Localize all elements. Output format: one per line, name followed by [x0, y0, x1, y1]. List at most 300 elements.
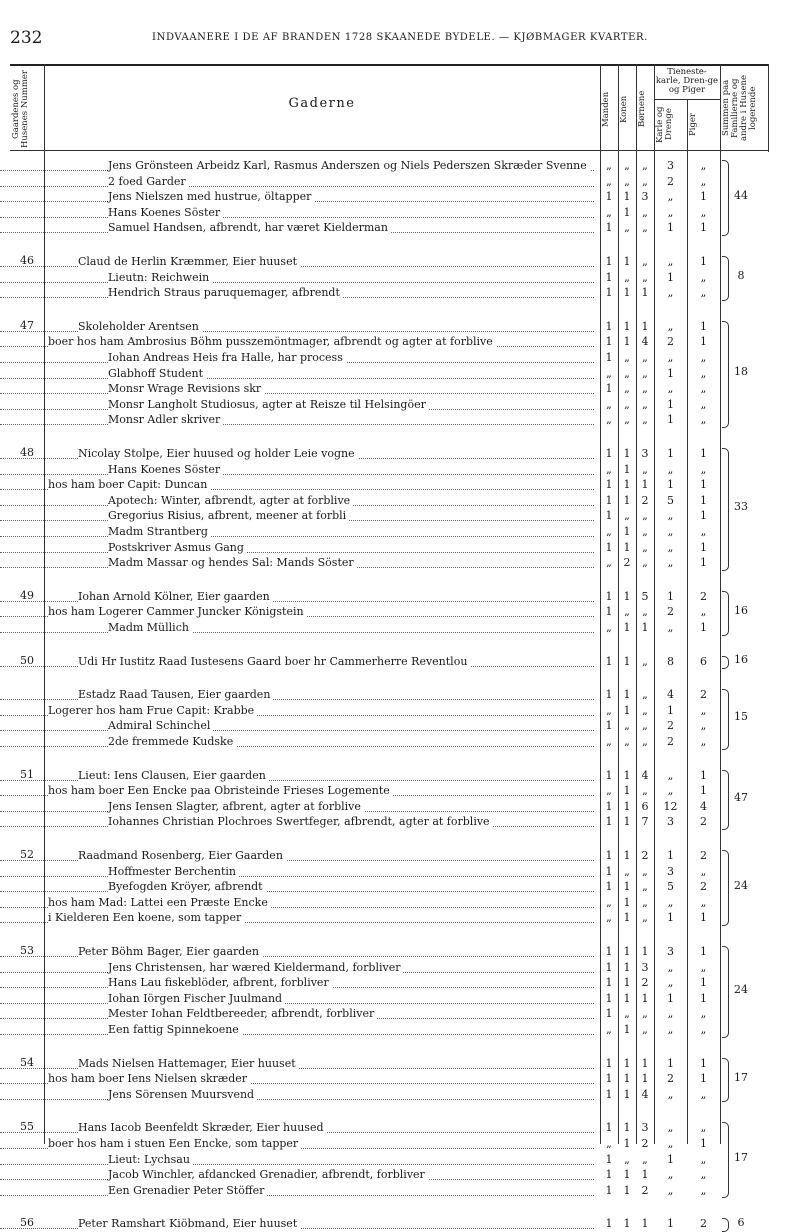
leader-dots	[0, 536, 594, 537]
count-cell: 3	[641, 190, 649, 204]
header-manden: Manden	[601, 91, 611, 127]
count-cell: „	[667, 1007, 674, 1021]
count-cell: „	[642, 880, 648, 894]
count-cell: 2	[641, 1183, 649, 1197]
count-cell: 1	[667, 911, 674, 925]
entry-text	[0, 703, 598, 719]
count-cell: 1	[641, 1168, 649, 1182]
leader-dots	[0, 186, 594, 187]
column-rule	[768, 64, 769, 152]
entry-label: hos ham Mad: Lattei een Præste Encke	[48, 896, 271, 909]
entry-text	[0, 524, 598, 540]
count-cell: 7	[641, 815, 649, 829]
table-row	[0, 1022, 800, 1038]
count-cell: „	[667, 1168, 674, 1182]
entry-label: Jacob Winchler, afdancked Grenadier, afbrendt, forbliver	[108, 1168, 428, 1181]
count-cell: „	[667, 190, 674, 204]
count-cell: „	[642, 654, 648, 668]
count-cell: 1	[605, 1056, 613, 1070]
count-cell: „	[642, 270, 648, 284]
count-cell: 1	[700, 1137, 707, 1150]
table-row	[0, 864, 800, 880]
entry-label: Hendrich Straus paruquemager, afbrendt	[108, 286, 343, 299]
count-cell: „	[667, 540, 674, 554]
count-cell: „	[700, 1183, 707, 1197]
table-row	[0, 462, 800, 478]
count-cell: „	[642, 174, 648, 188]
leader-dots	[0, 1195, 594, 1196]
count-cell: „	[624, 366, 630, 380]
entry-label: Iohan Arnold Kölner, Eier gaarden	[78, 590, 273, 603]
entry-label: Hans Koenes Söster	[108, 463, 223, 476]
entry-label: hos ham Logerer Cammer Juncker Königstein	[48, 605, 307, 618]
count-cell: „	[700, 270, 707, 284]
entry-label: Raadmand Rosenberg, Eier Gaarden	[78, 849, 286, 862]
count-cell: „	[606, 911, 612, 925]
house-number: 47	[20, 318, 34, 332]
count-cell: „	[667, 1023, 674, 1036]
leader-dots	[0, 552, 594, 553]
house-number: 50	[20, 653, 34, 667]
table-row	[0, 879, 800, 895]
count-cell: 1	[700, 335, 707, 349]
entry-text	[0, 508, 598, 524]
entry-text	[0, 1120, 598, 1136]
entry-text	[0, 589, 598, 605]
house-number: 48	[20, 446, 34, 459]
count-cell: 1	[605, 688, 613, 702]
count-cell: 1	[700, 976, 707, 990]
count-cell: 2	[700, 589, 707, 603]
count-cell: „	[642, 413, 648, 427]
entry-label: Een Grenadier Peter Stöffer	[108, 1184, 267, 1197]
count-cell: 1	[641, 621, 649, 634]
leader-dots	[0, 730, 594, 731]
count-cell: 1	[623, 205, 631, 219]
leader-dots	[0, 282, 594, 283]
leader-dots	[0, 1003, 594, 1004]
count-cell: „	[606, 784, 612, 798]
table-row	[0, 189, 800, 205]
count-cell: „	[642, 221, 648, 235]
entry-text	[0, 285, 598, 301]
count-cell: 5	[641, 589, 649, 603]
count-cell: 4	[641, 335, 649, 349]
count-cell: „	[606, 525, 612, 538]
count-cell: „	[624, 1152, 630, 1166]
entry-label: Samuel Handsen, afbrendt, har været Kielderman	[108, 221, 391, 234]
count-cell: 1	[623, 976, 631, 990]
count-cell: „	[667, 205, 674, 219]
count-cell: „	[606, 735, 612, 748]
count-cell: 1	[623, 1137, 631, 1150]
count-cell: 1	[667, 366, 674, 380]
table-row	[0, 783, 800, 799]
count-cell: 1	[667, 413, 674, 427]
count-cell: 1	[605, 509, 613, 523]
count-cell: 1	[605, 991, 613, 1005]
entry-label: Madm Strantberg	[108, 525, 211, 538]
count-cell: „	[642, 719, 648, 733]
table-row	[0, 1152, 800, 1168]
count-cell: 1	[623, 525, 631, 538]
entry-label: Lieut: Iens Clausen, Eier gaarden	[78, 769, 269, 782]
count-cell: „	[624, 735, 630, 748]
count-cell: „	[606, 895, 612, 909]
entry-label: Lieut: Lychsau	[108, 1153, 193, 1166]
header-bornene: Børnene	[637, 90, 647, 128]
count-cell: 1	[700, 478, 707, 492]
table-row	[0, 1071, 800, 1087]
entry-label: Madm Massar og hendes Sal: Mands Söster	[108, 556, 357, 569]
count-cell: 1	[605, 382, 613, 396]
table-row	[0, 158, 800, 174]
count-cell: 1	[605, 815, 613, 829]
count-cell: „	[667, 976, 674, 990]
entry-text	[0, 397, 598, 413]
count-cell: „	[700, 864, 707, 878]
count-cell: 1	[605, 589, 613, 603]
table-row	[0, 1183, 800, 1199]
page-number: 232	[10, 28, 43, 48]
table-row	[0, 910, 800, 926]
entry-text	[0, 446, 598, 462]
count-cell: 1	[623, 1217, 631, 1231]
count-cell: 1	[700, 447, 707, 460]
entry-text	[0, 220, 598, 236]
house-number: 51	[20, 767, 34, 781]
entry-text	[0, 205, 598, 221]
entry-label: i Kielderen Een koene, som tapper	[48, 911, 244, 924]
count-cell: „	[700, 895, 707, 909]
count-cell: 1	[623, 319, 631, 333]
count-cell: „	[700, 605, 707, 619]
count-cell: „	[667, 895, 674, 909]
count-cell: „	[700, 1007, 707, 1021]
entry-label: boer hos ham i stuen Een Encke, som tapper	[48, 1137, 301, 1150]
count-cell: 1	[641, 1056, 649, 1070]
entry-text	[0, 1071, 598, 1087]
count-cell: „	[700, 1087, 707, 1101]
table-row	[0, 1216, 800, 1232]
count-cell: 3	[641, 447, 649, 460]
count-cell: 1	[623, 1121, 631, 1135]
entry-label: Hans Koenes Söster	[108, 206, 223, 219]
group-brace	[722, 256, 729, 301]
count-cell: „	[667, 1121, 674, 1135]
count-cell: 1	[605, 221, 613, 235]
count-cell: „	[667, 382, 674, 396]
entry-label: Jens Christensen, har wæred Kieldermand, forbliver	[108, 961, 403, 974]
table-row	[0, 412, 800, 428]
count-cell: 1	[667, 397, 674, 411]
count-cell: 1	[667, 703, 674, 717]
count-cell: „	[606, 703, 612, 717]
count-cell: 1	[667, 1056, 674, 1070]
count-cell: 4	[667, 688, 674, 702]
header-konen: Konen	[619, 95, 629, 123]
count-cell: 1	[605, 654, 613, 668]
count-cell: 1	[623, 654, 631, 668]
entry-text	[0, 734, 598, 750]
house-number: 49	[20, 588, 34, 602]
entry-text	[0, 864, 598, 880]
count-cell: „	[606, 462, 612, 476]
count-cell: 1	[623, 1087, 631, 1101]
leader-dots	[0, 393, 594, 394]
header-tjeneste: Tieneste-karle, Dren-ge og Piger	[655, 67, 719, 95]
count-cell: 1	[700, 621, 707, 634]
entry-text	[0, 814, 598, 830]
count-cell: 1	[605, 880, 613, 894]
group-brace	[722, 1058, 729, 1103]
entry-text	[0, 848, 598, 864]
count-cell: „	[642, 525, 648, 538]
count-cell: „	[700, 960, 707, 974]
entry-text	[0, 895, 598, 911]
table-row	[0, 799, 800, 815]
count-cell: 1	[623, 991, 631, 1005]
count-cell: „	[700, 735, 707, 748]
count-cell: „	[624, 174, 630, 188]
entry-text	[0, 462, 598, 478]
group-brace	[722, 160, 729, 236]
count-cell: „	[700, 1023, 707, 1036]
count-cell: 1	[623, 895, 631, 909]
count-cell: 1	[700, 255, 707, 268]
count-cell: „	[642, 735, 648, 748]
count-cell: „	[642, 556, 648, 570]
table-row	[0, 960, 800, 976]
entry-text	[0, 960, 598, 976]
count-cell: „	[624, 1007, 630, 1021]
entry-label: hos ham boer Capit: Duncan	[48, 478, 210, 491]
entry-label: Iohan Andreas Heis fra Halle, har process	[108, 351, 346, 364]
count-cell: 1	[623, 768, 631, 782]
count-cell: 1	[605, 255, 613, 268]
count-cell: 1	[623, 799, 631, 813]
count-cell: 3	[667, 815, 674, 829]
count-cell: 1	[605, 960, 613, 974]
table-row	[0, 848, 800, 864]
table-row	[0, 654, 800, 670]
count-cell: „	[624, 382, 630, 396]
count-cell: „	[700, 719, 707, 733]
table-row	[0, 540, 800, 556]
count-cell: „	[624, 719, 630, 733]
count-cell: „	[700, 351, 707, 364]
entry-label: Hans Lau fiskeblöder, afbrent, forbliver	[108, 976, 332, 989]
count-cell: „	[606, 174, 612, 188]
count-cell: 2	[667, 335, 674, 349]
leader-dots	[0, 474, 594, 475]
group-brace	[722, 689, 729, 749]
group-total: 44	[734, 189, 748, 202]
group-total: 17	[734, 1071, 748, 1084]
group-brace	[722, 591, 729, 636]
entry-label: Een fattig Spinnekoene	[108, 1023, 242, 1036]
count-cell: 1	[623, 335, 631, 349]
count-cell: „	[642, 1023, 648, 1036]
count-cell: 1	[623, 190, 631, 204]
entry-text	[0, 555, 598, 571]
count-cell: „	[624, 413, 630, 427]
count-cell: „	[667, 525, 674, 538]
count-cell: „	[606, 205, 612, 219]
leader-dots	[0, 746, 594, 747]
table-row	[0, 768, 800, 784]
count-cell: „	[606, 621, 612, 634]
count-cell: 1	[667, 589, 674, 603]
count-cell: „	[642, 462, 648, 476]
count-cell: 1	[623, 688, 631, 702]
count-cell: 3	[641, 1121, 649, 1135]
group-total: 16	[734, 653, 748, 667]
count-cell: 1	[641, 991, 649, 1005]
count-cell: 1	[700, 221, 707, 235]
table-row	[0, 555, 800, 571]
entry-text	[0, 799, 598, 815]
house-number: 46	[20, 254, 34, 267]
entry-label: Claud de Herlin Kræmmer, Eier huuset	[78, 255, 300, 268]
group-brace	[722, 1218, 729, 1232]
count-cell: 2	[700, 1217, 707, 1231]
count-cell: 1	[605, 1072, 613, 1086]
count-cell: 3	[667, 159, 674, 172]
leader-dots	[0, 378, 594, 379]
count-cell: 1	[623, 255, 631, 268]
entry-text	[0, 174, 598, 190]
count-cell: „	[642, 1007, 648, 1021]
entry-label: Glabhoff Student	[108, 367, 206, 380]
count-cell: 1	[700, 319, 707, 333]
count-cell: 1	[623, 960, 631, 974]
leader-dots	[0, 632, 594, 633]
entry-label: Gregorius Risius, afbrent, meener at forbli	[108, 509, 349, 522]
count-cell: 1	[605, 849, 613, 862]
table-row	[0, 254, 800, 270]
group-total: 24	[734, 879, 748, 892]
entry-label: Hans Iacob Beenfeldt Skræder, Eier huused	[78, 1121, 327, 1134]
count-cell: 1	[700, 1056, 707, 1070]
count-cell: „	[700, 286, 707, 300]
subheader-rule	[654, 99, 720, 100]
table-row	[0, 285, 800, 301]
entry-text	[0, 1152, 598, 1168]
count-cell: 2	[641, 849, 649, 862]
group-brace	[722, 850, 729, 926]
count-cell: 2	[641, 493, 649, 507]
table-row	[0, 270, 800, 286]
count-cell: 1	[605, 1168, 613, 1182]
count-cell: 1	[605, 864, 613, 878]
count-cell: 1	[623, 589, 631, 603]
entry-label: Admiral Schinchel	[108, 719, 213, 732]
count-cell: „	[667, 509, 674, 523]
count-cell: „	[700, 1152, 707, 1166]
count-cell: 1	[623, 1168, 631, 1182]
count-cell: 1	[700, 509, 707, 523]
entry-text	[0, 189, 598, 205]
count-cell: 2	[700, 815, 707, 829]
count-cell: 1	[623, 703, 631, 717]
count-cell: 1	[605, 1183, 613, 1197]
group-total: 33	[734, 500, 748, 514]
count-cell: „	[700, 703, 707, 717]
count-cell: „	[642, 509, 648, 523]
count-cell: 1	[623, 1056, 631, 1070]
count-cell: 1	[605, 351, 613, 364]
table-row	[0, 620, 800, 636]
count-cell: 3	[667, 945, 674, 958]
count-cell: 1	[605, 540, 613, 554]
leader-dots	[0, 876, 594, 877]
count-cell: „	[667, 1087, 674, 1101]
entry-label: Logerer hos ham Frue Capit: Krabbe	[48, 704, 257, 717]
count-cell: „	[667, 1137, 674, 1150]
house-number: 52	[20, 848, 34, 861]
header-karle: Karle og Drenge	[655, 106, 674, 143]
entry-label: Peter Böhm Bager, Eier gaarden	[78, 945, 262, 958]
entry-text	[0, 412, 598, 428]
group-total: 47	[734, 790, 748, 804]
entry-label: boer hos ham Ambrosius Böhm pusszemöntmager, afbrendt og agter at forblive	[48, 335, 496, 348]
count-cell: 1	[623, 880, 631, 894]
count-cell: 1	[667, 849, 674, 862]
leader-dots	[0, 1164, 594, 1165]
count-cell: 1	[605, 286, 613, 300]
count-cell: „	[624, 509, 630, 523]
count-cell: „	[667, 1183, 674, 1197]
count-cell: „	[606, 556, 612, 570]
count-cell: 6	[700, 654, 707, 668]
header-nummer: Gaardenes og Husenes Nummer	[11, 70, 30, 148]
count-cell: 2	[700, 880, 707, 894]
entry-text	[0, 879, 598, 895]
count-cell: 1	[641, 478, 649, 492]
count-cell: 1	[700, 768, 707, 782]
entry-text	[0, 1056, 598, 1072]
entry-label: 2 foed Garder	[108, 175, 189, 188]
count-cell: 1	[641, 1217, 649, 1231]
count-cell: „	[624, 351, 630, 364]
table-row	[0, 687, 800, 703]
count-cell: 4	[641, 1087, 649, 1101]
count-cell: 1	[623, 784, 631, 798]
count-cell: 1	[605, 319, 613, 333]
entry-label: Hoffmester Berchentin	[108, 865, 239, 878]
group-brace	[722, 770, 729, 830]
table-row	[0, 814, 800, 830]
count-cell: „	[700, 525, 707, 538]
count-cell: „	[700, 205, 707, 219]
count-cell: „	[642, 864, 648, 878]
table-row	[0, 703, 800, 719]
count-cell: 1	[605, 1087, 613, 1101]
leader-dots	[0, 217, 594, 218]
count-cell: 1	[623, 911, 631, 925]
count-cell: 1	[605, 1121, 613, 1135]
entry-label: Mads Nielsen Hattemager, Eier huuset	[78, 1057, 299, 1070]
entry-text	[0, 991, 598, 1007]
entry-text	[0, 1136, 598, 1152]
count-cell: 1	[667, 1217, 674, 1231]
entry-text	[0, 350, 598, 366]
leader-dots	[0, 424, 594, 425]
count-cell: 12	[663, 799, 678, 813]
header-gaderne: Gaderne	[288, 96, 356, 111]
count-cell: 1	[623, 945, 631, 958]
